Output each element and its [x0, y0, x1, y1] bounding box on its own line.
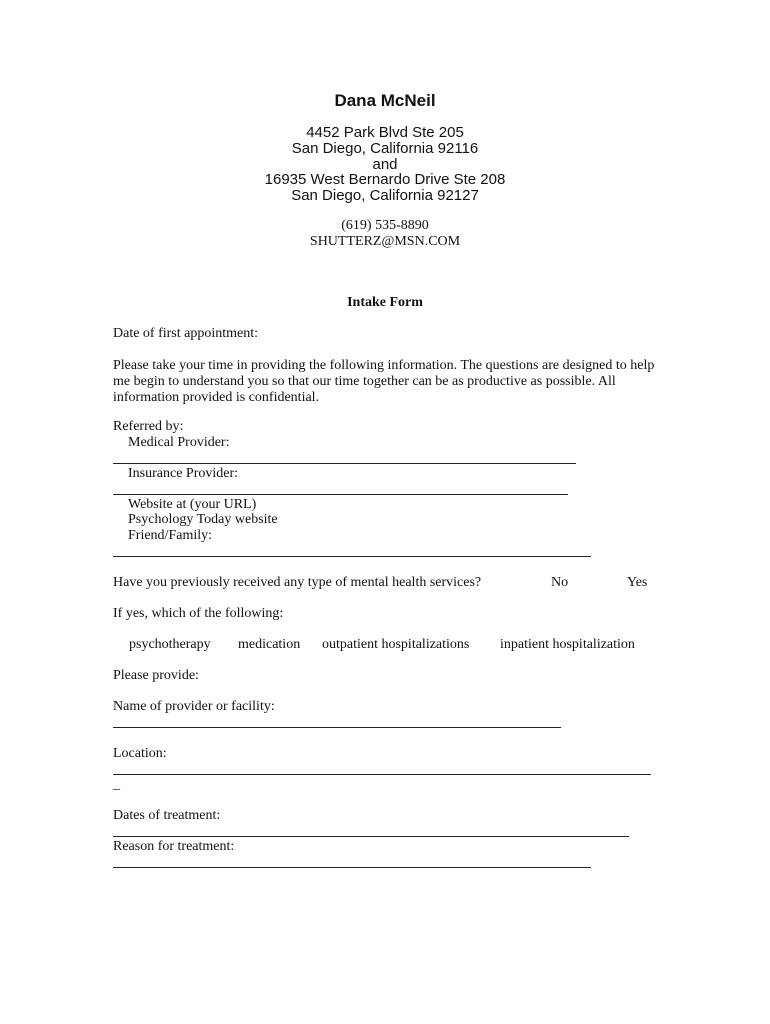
- referred-by-label: Referred by:: [113, 419, 184, 434]
- practitioner-name: Dana McNeil: [334, 91, 436, 110]
- option-medication[interactable]: medication: [238, 637, 301, 652]
- form-title: Intake Form: [347, 295, 423, 310]
- intro-paragraph: Please take your time in providing the following information. The questions are designed to help me begin to understand you so that our time together can be as productive as possible. All information provided is confidential.: [113, 358, 655, 405]
- provider-name-line[interactable]: [113, 727, 561, 728]
- referral-medical-provider: Medical Provider:: [128, 435, 230, 450]
- location-line[interactable]: [113, 774, 651, 775]
- option-outpatient-hospitalizations[interactable]: outpatient hospitalizations: [322, 637, 470, 652]
- reason-for-treatment-label: Reason for treatment:: [113, 839, 235, 854]
- previous-services-yes[interactable]: Yes: [627, 575, 648, 590]
- dates-of-treatment-label: Dates of treatment:: [113, 808, 221, 823]
- referral-insurance-provider: Insurance Provider:: [128, 466, 239, 481]
- provider-name-label: Name of provider or facility:: [113, 699, 275, 714]
- first-appointment-label: Date of first appointment:: [113, 326, 259, 341]
- referral-psychology-today: Psychology Today website: [128, 512, 278, 527]
- address-line: and: [372, 155, 398, 173]
- previous-services-question: Have you previously received any type of mental health services?: [113, 575, 482, 590]
- dates-of-treatment-line[interactable]: [113, 836, 629, 837]
- location-label: Location:: [113, 746, 167, 761]
- option-inpatient-hospitalization[interactable]: inpatient hospitalization: [500, 637, 635, 652]
- location-trailing-mark: _: [113, 777, 120, 792]
- option-psychotherapy[interactable]: psychotherapy: [129, 637, 211, 652]
- referral-website: Website at (your URL): [128, 497, 257, 512]
- reason-for-treatment-line[interactable]: [113, 867, 591, 868]
- referral-friend-family: Friend/Family:: [128, 528, 212, 543]
- address-line: San Diego, California 92116: [291, 139, 479, 157]
- please-provide-label: Please provide:: [113, 668, 199, 683]
- medical-provider-line[interactable]: [113, 463, 576, 464]
- address-line: 16935 West Bernardo Drive Ste 208: [264, 171, 506, 189]
- contact-block: [0, 218, 770, 250]
- address-line: 4452 Park Blvd Ste 205: [306, 124, 464, 141]
- phone-number: (619) 535-8890: [341, 218, 429, 233]
- if-yes-label: If yes, which of the following:: [113, 606, 284, 621]
- email-address: SHUTTERZ@MSN.COM: [309, 234, 461, 249]
- previous-services-no[interactable]: No: [551, 575, 569, 590]
- insurance-provider-line[interactable]: [113, 494, 568, 495]
- address-line: San Diego, California 92127: [291, 187, 479, 205]
- address-block: [0, 125, 770, 204]
- friend-family-line[interactable]: [113, 556, 591, 557]
